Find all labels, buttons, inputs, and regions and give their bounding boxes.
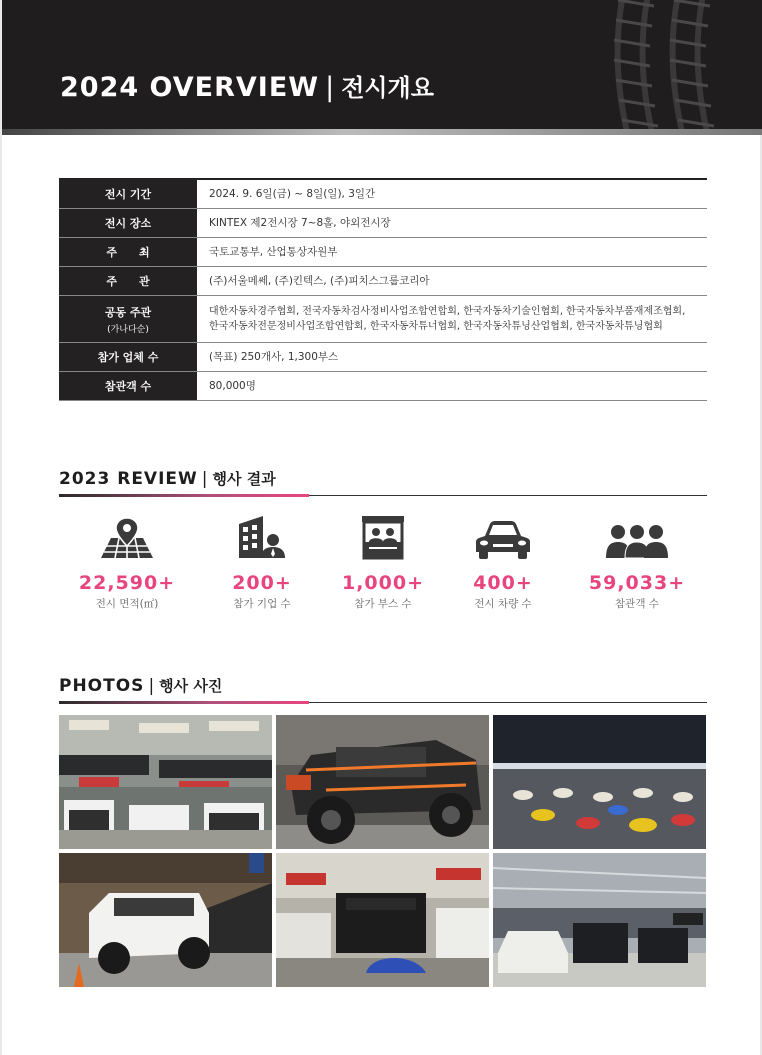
page-title — [60, 68, 434, 103]
page-title-en: 2024 OVERVIEW — [60, 72, 320, 103]
stat-label: 참관객 수 — [615, 598, 659, 610]
overview-table — [59, 178, 707, 401]
overview-row — [59, 267, 707, 296]
photo-hall-vehicles — [493, 853, 706, 987]
photos-title-ko: 행사 사진 — [159, 677, 223, 695]
stat-label: 참가 기업 수 — [233, 598, 291, 610]
row-key: 주 관 — [59, 267, 197, 295]
heading-accent-bar — [59, 494, 309, 497]
stat-label: 전시 면적(㎡) — [95, 598, 159, 610]
row-value: 2024. 9. 6일(금) ~ 8일(일), 3일간 — [209, 187, 376, 200]
row-key-sub: (가나다순) — [107, 324, 149, 335]
row-key: 주 최 — [59, 238, 197, 266]
row-key: 참가 업체 수 — [59, 343, 197, 371]
row-value: (목표) 250개사, 1,300부스 — [209, 350, 339, 363]
review-title-ko: 행사 결과 — [212, 470, 276, 488]
stat-value: 1,000+ — [341, 572, 425, 594]
tire-track-graphic — [604, 0, 724, 135]
photos-title-en: PHOTOS — [59, 676, 145, 696]
row-value: 80,000명 — [209, 379, 256, 392]
building-person-icon — [237, 514, 287, 560]
row-value: (주)서울메쎄, (주)킨텍스, (주)피치스그룹코리아 — [209, 274, 430, 287]
row-value: 국토교통부, 산업통상자원부 — [209, 245, 338, 258]
stat-vehicles — [438, 514, 568, 611]
header-sheen — [2, 129, 762, 135]
photos-heading: PHOTOS | 행사 사진 — [59, 671, 707, 703]
overview-row — [59, 372, 707, 401]
stat-label: 전시 차량 수 — [474, 598, 532, 610]
stat-value: 22,590+ — [78, 572, 176, 594]
stat-value: 59,033+ — [588, 572, 686, 594]
photo-car-show-hall — [493, 715, 706, 849]
photo-white-jeep — [59, 853, 272, 987]
header-banner — [2, 0, 762, 135]
row-key: 전시 기간 — [59, 180, 197, 208]
stat-area — [62, 514, 192, 611]
overview-row — [59, 296, 707, 343]
review-heading: 2023 REVIEW | 행사 결과 — [59, 464, 707, 496]
review-stats — [59, 514, 707, 614]
people-icon — [606, 524, 668, 560]
row-value: KINTEX 제2전시장 7~8홀, 야외전시장 — [209, 216, 391, 229]
stat-booths — [318, 514, 448, 611]
photo-booth-blue-car — [276, 853, 489, 987]
overview-row — [59, 209, 707, 238]
page-title-ko: 전시개요 — [341, 74, 434, 102]
stat-companies — [197, 514, 327, 611]
map-pin-icon — [99, 516, 155, 560]
row-key: 공동 주관 (가나다순) — [59, 296, 197, 342]
overview-row — [59, 238, 707, 267]
row-key: 참관객 수 — [59, 372, 197, 400]
photo-exhibition-hall — [59, 715, 272, 849]
overview-row — [59, 343, 707, 372]
photo-tuned-jeep — [276, 715, 489, 849]
stat-value: 200+ — [232, 572, 292, 594]
stat-visitors — [572, 514, 702, 611]
row-key: 전시 장소 — [59, 209, 197, 237]
booth-icon — [360, 514, 406, 560]
review-title-en: 2023 REVIEW — [59, 469, 198, 489]
overview-row — [59, 180, 707, 209]
heading-accent-bar — [59, 701, 309, 704]
stat-label: 참가 부스 수 — [354, 598, 412, 610]
row-value: 대한자동차경주협회, 전국자동차검사정비사업조합연합회, 한국자동차기술인협회, 한국자동차부품재제조협회, 한국자동차전문정비사업조합연합회, 한국자동차튜너협회, 한국자동차튜닝산업협회, 한국자동차튜닝협회 — [209, 306, 686, 332]
stat-value: 400+ — [473, 572, 533, 594]
title-separator: | — [325, 72, 336, 103]
photo-grid — [59, 715, 707, 989]
car-icon — [475, 520, 531, 560]
